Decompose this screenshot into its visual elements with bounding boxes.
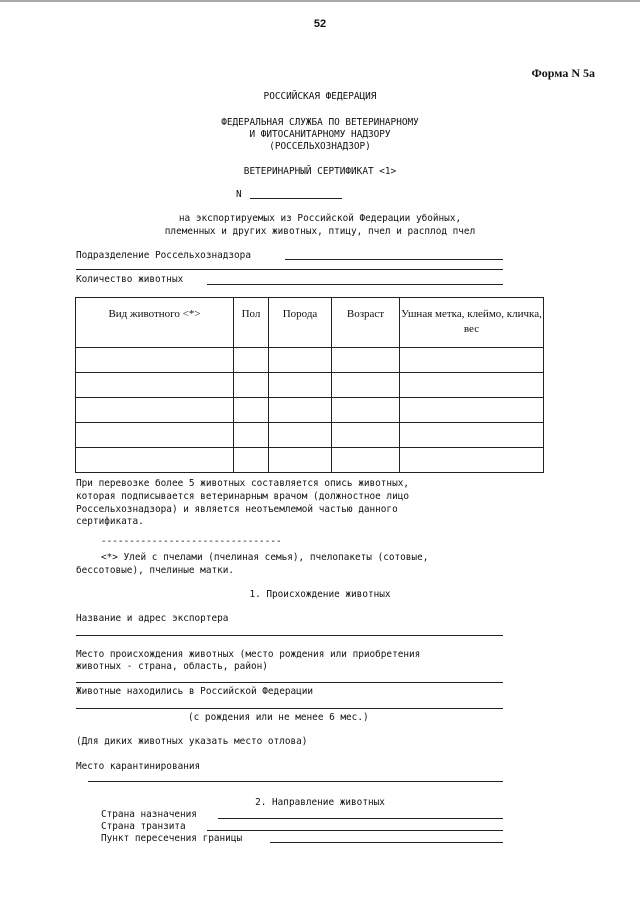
border-label: Пункт пересечения границы (101, 833, 243, 844)
form-label: Форма N 5а (531, 66, 595, 80)
table-cell[interactable] (269, 398, 332, 423)
table-row (76, 398, 544, 423)
exporter-label: Название и адрес экспортера (76, 613, 229, 624)
destination-label: Страна назначения (101, 809, 197, 820)
note-line-3: Россельхознадзора) и является неотъемлемой частью данного (76, 504, 398, 515)
footnote-separator: -------------------------------- (101, 536, 282, 547)
quantity-label: Количество животных (76, 274, 184, 285)
exporter-field[interactable] (76, 635, 503, 636)
transit-label: Страна транзита (101, 821, 186, 832)
in-russia-field[interactable] (76, 708, 503, 709)
header-ear-tag: Ушная метка, клеймо, кличка, вес (400, 298, 544, 348)
table-cell[interactable] (332, 398, 400, 423)
table-cell[interactable] (269, 423, 332, 448)
table-cell[interactable] (76, 423, 234, 448)
header-sex: Пол (234, 298, 269, 348)
table-cell[interactable] (400, 348, 544, 373)
page-top-edge (0, 0, 640, 2)
footnote-line-2: бессотовые), пчелиные матки. (76, 565, 235, 576)
section-2-title: 2. Направление животных (255, 797, 385, 808)
service-line-3: (РОССЕЛЬХОЗНАДЗОР) (269, 141, 371, 152)
table-cell[interactable] (76, 398, 234, 423)
division-label: Подразделение Россельхознадзора (76, 250, 251, 261)
certificate-number-field[interactable] (250, 198, 342, 199)
header-species: Вид животного <*> (76, 298, 234, 348)
table-cell[interactable] (269, 373, 332, 398)
header-breed: Порода (269, 298, 332, 348)
table-cell[interactable] (400, 448, 544, 473)
since-label: (с рождения или не менее 6 мес.) (188, 712, 369, 723)
certificate-title: ВЕТЕРИНАРНЫЙ СЕРТИФИКАТ <1> (243, 166, 397, 177)
section-1-title: 1. Происхождение животных (249, 589, 391, 600)
footnote-line-1: <*> Улей с пчелами (пчелиная семья), пчелопакеты (сотовые, (101, 552, 429, 563)
note-line-1: При перевозке более 5 животных составляется опись животных, (76, 478, 410, 489)
table-cell[interactable] (234, 348, 269, 373)
note-line-2: которая подписывается ветеринарным врачом (должностное лицо (76, 491, 410, 502)
table-cell[interactable] (234, 373, 269, 398)
border-field[interactable] (270, 842, 503, 843)
table-header-row (76, 298, 544, 348)
quarantine-label: Место карантинирования (76, 761, 201, 772)
table-row (76, 448, 544, 473)
table-cell[interactable] (400, 373, 544, 398)
quantity-field[interactable] (207, 284, 503, 285)
table-cell[interactable] (332, 373, 400, 398)
table-row (76, 373, 544, 398)
table-cell[interactable] (332, 448, 400, 473)
animals-table (75, 297, 544, 473)
table-cell[interactable] (234, 398, 269, 423)
service-line-1: ФЕДЕРАЛЬНАЯ СЛУЖБА ПО ВЕТЕРИНАРНОМУ (221, 117, 419, 128)
header-age: Возраст (332, 298, 400, 348)
table-cell[interactable] (400, 423, 544, 448)
table-cell[interactable] (76, 448, 234, 473)
destination-field[interactable] (218, 818, 503, 819)
table-cell[interactable] (400, 398, 544, 423)
table-cell[interactable] (332, 423, 400, 448)
origin-line-1: Место происхождения животных (место рождения или приобретения (76, 649, 421, 660)
division-field-extra[interactable] (76, 269, 503, 270)
page-number: 52 (313, 18, 327, 30)
origin-field[interactable] (76, 682, 503, 683)
note-line-4: сертификата. (76, 516, 144, 527)
service-line-2: И ФИТОСАНИТАРНОМУ НАДЗОРУ (249, 129, 391, 140)
subtitle-line-2: племенных и других животных, птицу, пчел и расплод пчел (164, 226, 476, 237)
number-label: N (236, 189, 242, 200)
table-cell[interactable] (332, 348, 400, 373)
table-cell[interactable] (269, 348, 332, 373)
table-row (76, 348, 544, 373)
country-title: РОССИЙСКАЯ ФЕДЕРАЦИЯ (263, 91, 377, 102)
in-russia-label: Животные находились в Российской Федерации (76, 686, 314, 697)
transit-field[interactable] (207, 830, 503, 831)
table-cell[interactable] (76, 373, 234, 398)
table-cell[interactable] (234, 448, 269, 473)
subtitle-line-1: на экспортируемых из Российской Федерации убойных, (178, 213, 462, 224)
table-row (76, 423, 544, 448)
table-cell[interactable] (76, 348, 234, 373)
origin-line-2: животных - страна, область, район) (76, 661, 268, 672)
table-cell[interactable] (234, 423, 269, 448)
wild-animals-note: (Для диких животных указать место отлова) (76, 736, 308, 747)
quarantine-field[interactable] (88, 781, 503, 782)
table-cell[interactable] (269, 448, 332, 473)
division-field[interactable] (285, 259, 503, 260)
